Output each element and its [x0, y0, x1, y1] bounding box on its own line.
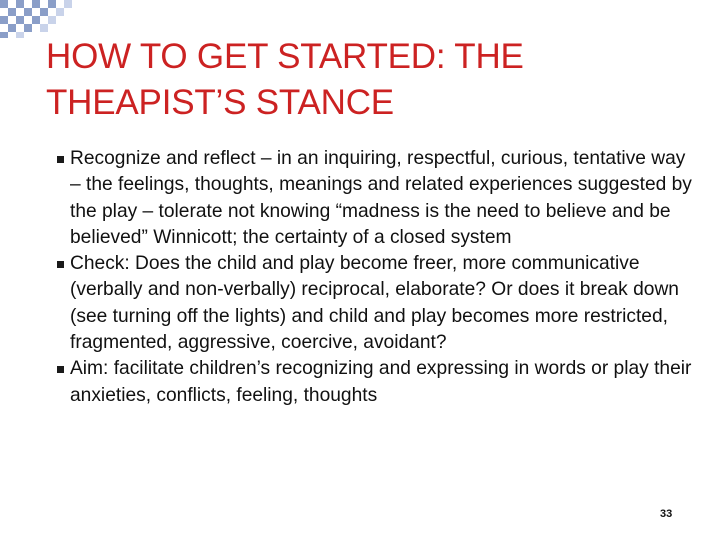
bullet-text: Recognize and reflect – in an inquiring, respectful, curious, tentative way – the feelings, thoughts, meanings and related experiences suggested by the play – tolerate not knowing “madness is the need to believe and be believed” Winnicott; the certainty of a closed system — [70, 148, 692, 248]
bullet-item — [58, 251, 698, 356]
page-number: 33 — [660, 508, 673, 520]
bullet-text: Aim: facilitate children’s recognizing and expressing in words or play their anxieties, conflicts, feeling, thoughts — [70, 358, 692, 406]
slide-title: HOW TO GET STARTED: THE THEAPIST’S STANCE — [46, 37, 524, 122]
square-bullet-icon — [57, 261, 64, 268]
square-bullet-icon — [57, 366, 64, 373]
bullet-item — [58, 356, 698, 409]
square-bullet-icon — [57, 156, 64, 163]
bullet-item — [58, 146, 698, 251]
bullet-list — [58, 146, 698, 409]
bullet-text: Check: Does the child and play become freer, more communicative (verbally and non-verbally) reciprocal, elaborate? Or does it break down (see turning off the lights) and child and play becomes more restricted, fragmented, aggressive, coercive, avoidant? — [70, 253, 679, 354]
